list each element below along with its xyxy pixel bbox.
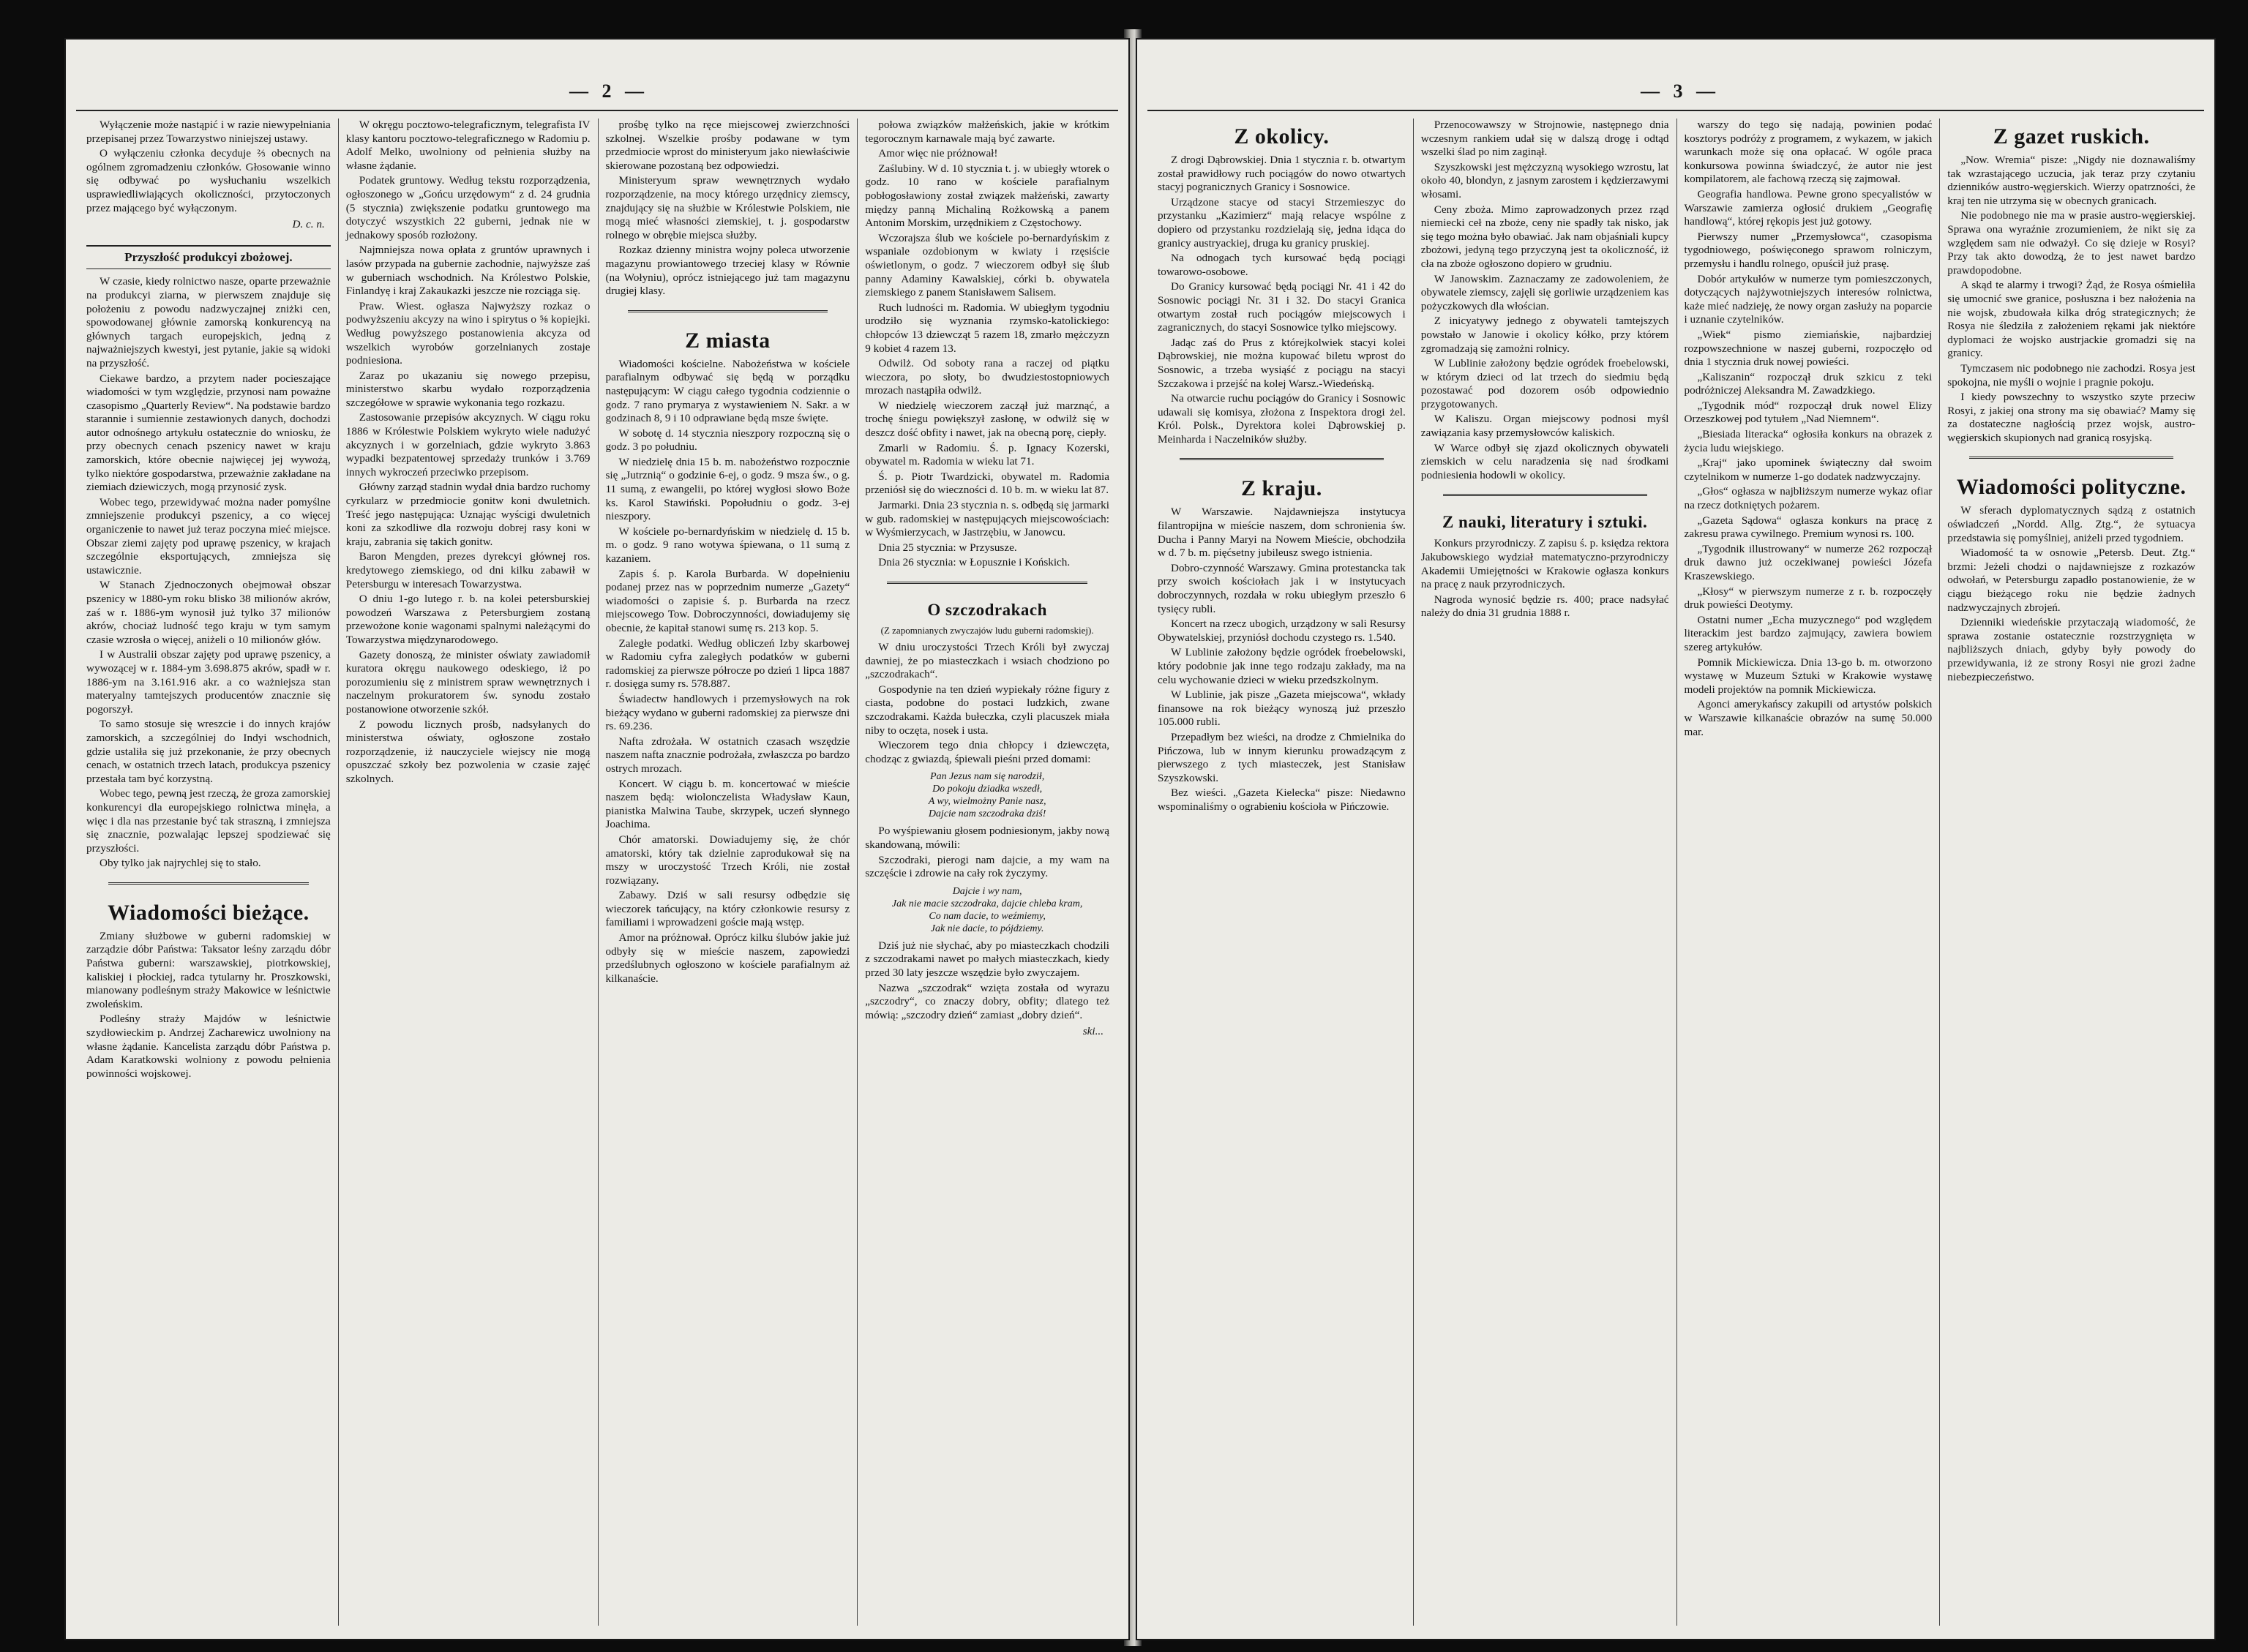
paragraph: Podleśny straży Majdów w leśnictwie szydłowieckim p. Andrzej Zacharewicz uwolniony na własne żądanie. Kancelista zarządu dóbr Państwa p. Adam Karatkowski wolniony z powodu pełnienia powinności wojskowej. xyxy=(86,1013,331,1080)
paragraph: W Janowskim. Zaznaczamy ze zadowoleniem, że obywatele ziemscy, zajęli się gorliwie urządzeniem kas pożyczkowych dla włościan. xyxy=(1420,272,1669,312)
verse-line: A wy, wielmożny Panie nasz, xyxy=(928,796,1046,808)
paragraph: Jadąc zaś do Prus z którejkolwiek stacyi kolei Dąbrowskiej, nie można kupować biletu wprost do Sosnowic, a trzeba wysiąść z pociągu na stacyi Szczakowa i przejść na kolej Warsz.-Wiedeńską. xyxy=(1158,336,1406,390)
paragraph: Dnia 25 stycznia: w Przysusze. xyxy=(878,541,1017,554)
paragraph: Do Granicy kursować będą pociągi Nr. 41 i 42 do Sosnowic pociągi Nr. 31 i 32. Do stacyi Granica otwartym został ruch pociągów miejscowych i zagranicznych, do stacyi Sosnowice tylko miejscowy. xyxy=(1158,280,1406,334)
verse-line: Jak nie macie szczodraka, dajcie chleba kram, xyxy=(891,898,1083,909)
paragraph: Koncert na rzecz ubogich, urządzony w sali Resursy Obywatelskiej, przyniósł dochodu czystego rs. 1.540. xyxy=(1158,617,1406,644)
paragraph: W czasie, kiedy rolnictwo nasze, oparte przeważnie na produkcyi ziarna, w pierwszem znajduje się położeniu z powodu nadzwyczajnej zniżki cen, spowodowanej głównie zamorską konkurencyą na głównych targach europejskich, jedną z najważniejszych kwestyi, jest pytanie, jakie są widoki na przyszłość. xyxy=(86,275,331,369)
paragraph: Dzienniki wiedeńskie przytaczają wiadomość, że sprawa zostanie ostatecznie rozstrzygnięta w najbliższych dniach, gdyby były powody do przewidywania, iż ze strony Rosyi nie grozi żadne niebezpieczeństwo. xyxy=(1947,616,2195,683)
column-4 xyxy=(858,119,1117,1626)
paragraph: Wyłączenie może nastąpić i w razie niewypełniania przepisanej przez Towarzystwo niniejszej ustawy. xyxy=(86,119,331,145)
paragraph: Nazwa „szczodrak“ wzięta została od wyrazu „szczodry“, co znaczy dobry, obfity; dlatego też mówią: „szczodry dzień“ zamiast „dobry dzień“. xyxy=(865,981,1109,1021)
paragraph: Ministeryum spraw wewnętrznych wydało rozporządzenie, na mocy którego urzędnicy ziemscy, znajdujący się na służbie w Królestwie Polskiem, nie mogą mieć własności ziemskiej, t. j. gospodarstw rolnego w obrębie miejsca służby. xyxy=(605,174,850,241)
column-grid xyxy=(1150,119,2203,1626)
paragraph: Po wyśpiewaniu głosem podniesionym, jakby nową skandowaną, mówili: xyxy=(865,825,1109,851)
paragraph: Pomnik Mickiewicza. Dnia 13-go b. m. otworzono wystawę w Muzeum Sztuki w Krakowie wystawę modeli projektów na pomnik Mickiewicza. xyxy=(1684,656,1933,696)
column-4 xyxy=(1940,119,2203,1626)
column-3 xyxy=(599,119,858,1626)
paragraph: „Tygodnik mód“ rozpoczął druk nowel Elizy Orzeszkowej pod tytułem „Nad Niemnem“. xyxy=(1684,399,1933,426)
paragraph: Jarmarki. Dnia 23 stycznia n. s. odbędą się jarmarki w gub. radomskiej w następujących miejscowościach: w Wyśmierzycach, w Jastrzębiu, w Janowcu. xyxy=(865,499,1109,539)
paragraph: W Lublinie założony będzie ogródek froebelowski, w którym dzieci od lat trzech do siedmiu będą pozostawać pod dozorem osób odpowiednio przygotowanych. xyxy=(1420,357,1669,410)
section-subnote: (Z zapomnianych zwyczajów ludu guberni radomskiej). xyxy=(880,625,1094,636)
verse-line: Jak nie dacie, to pójdziemy. xyxy=(930,923,1044,934)
paragraph: Szczodraki, pierogi nam dajcie, a my wam na szczęście i zdrowie na cały rok życzymy. xyxy=(865,853,1109,880)
paragraph: „Głos“ ogłasza w najbliższym numerze wykaz ofiar na rzecz dotkniętych pożarem. xyxy=(1684,485,1933,512)
page-number: — 3 — xyxy=(1641,80,1720,102)
page-number: — 2 — xyxy=(569,80,648,102)
paragraph: Ś. p. Piotr Twardzicki, obywatel m. Radomia przeniósł się do wieczności d. 10 b. m. w wieku lat 87. xyxy=(865,470,1109,497)
paragraph: Baron Mengden, prezes dyrekcyi głównej ros. kredytowego ziemskiego, od dni kilku zabawił w Petersburgu w interesach Towarzystwa. xyxy=(345,550,591,590)
paragraph: Konkurs przyrodniczy. Z zapisu ś. p. księdza rektora Jakubowskiego wydział matematyczno-przyrodniczy Akademii Umiejętności w Krakowie ogłasza konkurs na pracę z nauk przyrodniczych. xyxy=(1420,537,1669,591)
paragraph: W Warszawie. Najdawniejsza instytucya filantropijna w mieście naszem, dom schronienia św. Ducha i Panny Maryi na Nowem Mieście, obchodziła w d. 7 b. m. pięćsetny jubileusz swego istnienia. xyxy=(1158,506,1406,560)
paragraph: A skąd te alarmy i trwogi? Żąd, że Rosya ośmieliła się umocnić swe granice, posłuszna i bez nałożenia na nie wojsk, zbudowała kilka dróg strategicznych; że Rosya nie śledziła z założeniem rękami jak niektóre dyplomaci że wojsko austrjackie gromadzi się na granicy. xyxy=(1947,279,2195,360)
section-divider xyxy=(1969,457,2173,459)
verse-line: Do pokoju dziadka wszedł, xyxy=(932,784,1043,795)
paragraph: Dnia 26 stycznia: w Łopusznie i Końskich. xyxy=(878,556,1071,569)
paragraph: „Kaliszanin“ rozpoczął druk szkicu z teki podróżniczej Aleksandra M. Zawadzkiego. xyxy=(1684,370,1933,397)
paragraph: Nie podobnego nie ma w prasie austro-węgierskiej. Sprawa ona wyraźnie zrozumieniem, że nikt się za względem sam nie odważył. Co się dzieje w Rosyi? Przy tak akto dowodzą, że to jest nawet bardzo prawdopodobne. xyxy=(1947,209,2195,277)
section-heading: Z nauki, literatury i sztuki. xyxy=(1442,513,1648,532)
verse-line: Co nam dacie, to weźmiemy, xyxy=(929,910,1046,922)
column-1 xyxy=(79,119,339,1626)
paragraph: Najmniejsza nowa opłata z gruntów uprawnych i lasów przypada na gubernie zachodnie, najwyższe zaś w guberniach wschodnich. Na Królestwo Polskie, Finlandyę i kraj Zakaukazki jeszcze nie rozciąga się. xyxy=(345,244,591,298)
verse xyxy=(865,885,1109,935)
paragraph: Wieczorem tego dnia chłopcy i dziewczęta, chodząc z gwiazdą, śpiewali pieśni przed domami: xyxy=(865,739,1109,765)
paragraph: Odwilż. Od soboty rana a raczej od piątku wieczora, po słoty, bo dwudziestostopniowych mrozach nastąpiła odwilż. xyxy=(865,357,1109,397)
paragraph: Wobec tego, przewidywać można nader pomyślne zmniejszenie produkcyi pszenicy, a co więcej organiczenie to nawet już teraz poczyna mieć miejsce. Obszar ziemi zajęty pod uprawę pszenicy, w krajach szczególnie eksportujących, zmniejsza się ustawicznie. xyxy=(86,495,331,577)
section-divider xyxy=(887,582,1087,584)
paragraph: Koncert. W ciągu b. m. koncertować w mieście naszem będą: wiolonczelista Władysław Kaun, pianistka Malwina Taube, skrzypek, uczeń słynnego Joachima. xyxy=(605,777,850,831)
paragraph: To samo stosuje się wreszcie i do innych krajów zamorskich, a szczególniej do Indyi wschodnich, gdzie ustaliła się już przekonanie, że przy obecnych cenach, w ostatnich trzech latach, produkcya pszenicy przestała tam być korzystną. xyxy=(86,718,331,785)
paragraph: Wiadomości kościelne. Nabożeństwa w kościele parafialnym odbywać się będą w porządku następującym: W ciągu całego tygodnia codziennie o godz. 7 rano prymarya z wystawieniem N. Sakr. a w godzinach 8, 9 i 10 odprawiane będą msze święte. xyxy=(605,357,850,425)
paragraph: Ciekawe bardzo, a przytem nader pocieszające wiadomości w tym względzie, przynosi nam poważne czasopismo „Quarterly Review“. Na podstawie bardzo starannie i sumiennie zestawionych danych, dochodzi autor odnośnego artykułu ostatecznie do wniosku, że przy obecnych cenach pszenicy nawet w kraju zamorskich, które obecnie najwięcej jej wywożą, tylko niektóre gospodarstwa, przeważnie zakładane na ziemiach dziewiczych, mogą przynosić zysk. xyxy=(86,372,331,494)
paragraph: W Warce odbył się zjazd okolicznych obywateli ziemskich w celu naradzenia się nad środkami podniesienia hodowli w okolicy. xyxy=(1420,441,1669,481)
section-divider xyxy=(1180,458,1384,460)
paragraph: W dniu uroczystości Trzech Króli był zwyczaj dawniej, że po miasteczkach i wsiach chodziono po „szczodrakach“. xyxy=(865,641,1109,681)
paragraph: I kiedy powszechny to wszystko szyte przeciw Rosyi, z jakiej ona strony ma się obawiać? Mamy się za dostateczne nagłością przez wojsk, austro-węgierskich skupionych nad granicą rosyjską. xyxy=(1947,391,2195,444)
paragraph: Chór amatorski. Dowiadujemy się, że chór amatorski, który tak dzielnie zaprodukował się na mszy w uroczystość Trzech Króli, nie został rozwiązany. xyxy=(605,833,850,887)
paragraph: Ostatni numer „Echa muzycznego“ pod względem literackim jest bardzo zajmujący, zawiera bowiem szereg artykułów. xyxy=(1684,613,1933,653)
paragraph: Świadectw handlowych i przemysłowych na rok bieżący wydano w guberni radomskiej za pierwsze dni rs. 69.236. xyxy=(605,692,850,733)
section-heading: O szczodrakach xyxy=(927,601,1047,619)
signature: D. c. n. xyxy=(292,218,325,231)
header-rule xyxy=(1147,110,2204,111)
paragraph: Na otwarcie ruchu pociągów do Granicy i Sosnowic udawali się komisya, złożona z Inspektora drogi żel. Król. Polsk., Dyrektora kolei Dąbrowskiej p. Meinharda i Naczelników służby. xyxy=(1158,392,1406,446)
paragraph: Na odnogach tych kursować będą pociągi towarowo-osobowe. xyxy=(1158,252,1406,278)
column-2 xyxy=(339,119,599,1626)
paragraph: „Gazeta Sądowa“ ogłasza konkurs na pracę z zakresu prawa cywilnego. Premium wynosi rs. 100. xyxy=(1684,514,1933,541)
signature: ski... xyxy=(1082,1025,1104,1038)
paragraph: „Kraj“ jako upominek świąteczny dał swoim czytelnikom w numerze 1-go dodatek nadzwyczajny. xyxy=(1684,457,1933,483)
paragraph: Zaślubiny. W d. 10 stycznia t. j. w ubiegły wtorek o godz. 10 rano w kościele parafialnym pobłogosławiony został związek małżeński, zawarty między panną Michaliną Rożkowską a panem Antonim Morskim, urzędnikiem z Częstochowy. xyxy=(865,162,1109,230)
paragraph: Szyszkowski jest mężczyzną wysokiego wzrostu, lat około 40, blondyn, z jasnym zarostem i kędzierzawymi włosami. xyxy=(1420,160,1669,200)
paragraph: W Kaliszu. Organ miejscowy podnosi myśl zawiązania kasy przemysłowców kaliskich. xyxy=(1420,413,1669,440)
paragraph: prośbę tylko na ręce miejscowej zwierzchności szkolnej. Wszelkie prośby podawane w tym przedmiocie wprost do ministeryum jako niewłaściwie skierowane pozostaną bez odpowiedzi. xyxy=(605,119,850,172)
paragraph: Z drogi Dąbrowskiej. Dnia 1 stycznia r. b. otwartym został prawidłowy ruch pociągów do nowo otwartych stacyj pogranicznych Granicy i Sosnowice. xyxy=(1158,154,1406,194)
paragraph: O dniu 1-go lutego r. b. na kolei petersburskiej powodzeń Warszawa z Petersburgiem zostaną przewożone konie wagonami spalnymi należącymi do Towarzystwa międzynarodowego. xyxy=(345,593,591,646)
section-heading: Wiadomości polityczne. xyxy=(1956,475,2187,500)
paragraph: Wiadomość ta w osnowie „Petersb. Deut. Ztg.“ brzmi: Jeżeli chodzi o najdawniejsze z rozkazów odwołań, w Petersburgu zapadło postanowienie, że w ciągu bieżącego roku nie będzie żadnych nadzwyczajnych zbrojeń. xyxy=(1947,547,2195,614)
section-heading: Z miasta xyxy=(685,328,771,353)
section-heading: Wiadomości bieżące. xyxy=(108,900,310,925)
paragraph: Dziś już nie słychać, aby po miasteczkach chodzili z szczodrakami nawet po małych miasteczkach, kiedy przed 30 laty jeszcze wszędzie było zwyczajem. xyxy=(865,939,1109,979)
paragraph: Zmiany służbowe w guberni radomskiej w zarządzie dóbr Państwa: Taksator leśny zarządu dóbr Państwa guberni: warszawskiej, piotrkowskiej, kaliskiej i płockiej, radca tytularny hr. Proszkowski, mianowany podleśnym straży Makowice w leśnictwie zwoleńskim. xyxy=(86,929,331,1010)
column-3 xyxy=(1677,119,1941,1626)
newspaper-page-right xyxy=(1136,38,2216,1640)
paragraph: Dobro-czynność Warszawy. Gmina protestancka tak przy swoich kościołach jak i w instytucyach dobroczynnych, rozdała w roku ubiegłym przeszło 6 tysięcy rubli. xyxy=(1158,561,1406,615)
paragraph: Z powodu licznych prośb, nadsyłanych do ministerstwa oświaty, ogłoszone zostało rozporządzenie, iż nauczyciele wiejscy nie mogą opuszczać szkoły bez pozwolenia w czasie zajęć szkolnych. xyxy=(345,718,591,785)
paragraph: Główny zarząd stadnin wydał dnia bardzo ruchomy cyrkularz w przedmiocie gonitw koni dwuletnich. Treść jego następująca: Uznając wyścigi dwuletnich koni za szkodliwe dla rozwoju dobrej rasy koni w kraju, zabrania się takich gonitw. xyxy=(345,481,591,548)
paragraph: Wczorajsza ślub we kościele po-bernardyńskim z wspaniale ozdobionym w kwiaty i rzęsiście oświetlonym, o godz. 7 wieczorem odbył się ślub panny Adaminy Kawalskiej, córki b. obywatela ziemskiego z panem Stanisławem Salisem. xyxy=(865,231,1109,299)
column-1 xyxy=(1150,119,1414,1626)
paragraph: W sferach dyplomatycznych sądzą z ostatnich oświadczeń „Nordd. Allg. Ztg.“, że sytuacya przedstawia się pomyślniej, aniżeli przed tygodniem. xyxy=(1947,504,2195,544)
paragraph: „Now. Wremia“ pisze: „Nigdy nie doznawaliśmy tak wzrastającego uczucia, jak teraz przy czytaniu dzienników austro-węgierskich. Wierzy opatrzności, że kraj ten nie utrzyma się w obecnych granicach. xyxy=(1947,154,2195,207)
paragraph: W Lublinie założony będzie ogródek froebelowski, który podobnie jak inne tego rodzaju zakłady, ma na celu wychowanie dzieci w wieku przedszkolnym. xyxy=(1158,646,1406,686)
paragraph: Tymczasem nic podobnego nie zachodzi. Rosya jest spokojna, nie myśli o wojnie i pragnie pokoju. xyxy=(1947,361,2195,388)
section-divider xyxy=(628,310,828,312)
paragraph: I w Australii obszar zajęty pod uprawę pszenicy, a wywozącej w r. 1884-ym 3.698.875 akrów, spadł w r. 1886-ym na 3.161.916 akr. a co ważniejsza stan materyalny tamtejszych producentów znacznie się pogorszył. xyxy=(86,648,331,716)
paragraph: Zabawy. Dziś w sali resursy odbędzie się wieczorek tańcujący, na który członkowie resursy z familiami i wprowadzeni goście mają wstęp. xyxy=(605,889,850,929)
newspaper-page-left xyxy=(64,38,1130,1640)
paragraph: Z inicyatywy jednego z obywateli tamtejszych powstało w Janowie i okolicy kółko, przy którem zgromadzają się zamożni rolnicy. xyxy=(1420,315,1669,355)
paragraph: Urządzone stacye od stacyi Strzemieszyc do przystanku „Kazimierz“ mają relacye wspólne z dopiero od przystanku rozdzielają się, jedna idąca do granicy austryackiej, druga ku granicy pruskiej. xyxy=(1158,195,1406,249)
paragraph: „Wiek“ pismo ziemiańskie, najbardziej rozpowszechnione w naszej guberni, rozpoczęło od dnia 1 stycznia druk nowej powieści. xyxy=(1684,328,1933,369)
paragraph: Ceny zboża. Mimo zaprowadzonych przez rząd niemiecki ceł na zboże, ceny nie spadły tak nisko, jak się tego można było obawiać. Jak nam objaśniali kupcy zbożowi, jedyną tego przyczyną jest ta okoliczność, iż cła na zboże ogłoszono dopiero w grudniu. xyxy=(1420,203,1669,270)
paragraph: W okręgu pocztowo-telegraficznym, telegrafista IV klasy kantoru pocztowo-telegraficznego w Radomiu p. Adolf Melko, uwolniony od pełnienia służby na własne żądanie. xyxy=(345,119,591,172)
paragraph: W Stanach Zjednoczonych obejmował obszar pszenicy w 1880-ym roku blisko 38 milionów akrów, zaś w r. 1886-ym wynosił już tylko 37 milionów akrów, chociaż ludność tego kraju w tym samym czasie wzrosła o więcej, aniżeli o 10 milionów głów. xyxy=(86,579,331,646)
paragraph: „Tygodnik illustrowany“ w numerze 262 rozpoczął druk dawno już oczekiwanej powieści Józefa Kraszewskiego. xyxy=(1684,542,1933,582)
paragraph: połowa związków małżeńskich, jakie w krótkim tegorocznym karnawale mają być zawarte. xyxy=(865,119,1109,145)
paragraph: Amor na próżnował. Oprócz kilku ślubów jakie już odbyły się w mieście naszem, zapowiedzi przedślubnych ogłoszono w kościele parafialnym aż kilkanaście. xyxy=(605,931,850,985)
paragraph: warszy do tego się nadają, powinien podać kosztorys podróży z programem, z wykazem, w jakich warunkach może się ona opłacać. W ogóle praca konkursowa powinna świadczyć, że autor nie jest kompilatorem, ale fachową rzeczą się zajmował. xyxy=(1684,119,1933,186)
section-divider xyxy=(108,882,309,885)
section-heading: Z gazet ruskich. xyxy=(1993,124,2150,149)
paragraph: Praw. Wiest. ogłasza Najwyższy rozkaz o podwyższeniu akcyzy na wino i spirytus o ⅝ kopiejki. Według powyższego postanowienia akcyza od wszelkich wyrobów gorzelnianych zostaje podniesiona. xyxy=(345,299,591,367)
paragraph: W kościele po-bernardyńskim w niedzielę d. 15 b. m. o godz. 9 rano wotywa śpiewana, o 11 sumą z kazaniem. xyxy=(605,525,850,566)
paragraph: „Kłosy“ w pierwszym numerze z r. b. rozpoczęły druk powieści Deotymy. xyxy=(1684,585,1933,612)
paragraph: Agonci amerykańscy zakupili od artystów polskich w Warszawie kilkanaście obrazów na sumę 50.000 mar. xyxy=(1684,698,1933,738)
paragraph: Amor więc nie próżnował! xyxy=(878,147,998,160)
paragraph: O wyłączeniu członka decyduje ⅔ obecnych na ogólnem zgromadzeniu członków. Głosowanie winno się odbywać po wysłuchaniu wszelkich usprawiedliwiających okoliczności, przytoczonych przez mającego być wyłączonym. xyxy=(86,147,331,214)
section-heading: Z kraju. xyxy=(1241,476,1322,501)
paragraph: Bez wieści. „Gazeta Kielecka“ pisze: Niedawno wspominaliśmy o ograbieniu kościoła w Pińczowie. xyxy=(1158,786,1406,813)
paragraph: W sobotę d. 14 stycznia nieszpory rozpoczną się o godz. 3 po południu. xyxy=(605,427,850,454)
paragraph: Podatek gruntowy. Według tekstu rozporządzenia, ogłoszonego w „Gońcu urzędowym“ z d. 24 grudnia (5 stycznia) zwiększenie podatku gruntowego ma dotyczyć wszystkich 22 guberni, jednak nie w jednakowy sposób rozłożony. xyxy=(345,174,591,241)
paragraph: Nagroda wynosić będzie rs. 400; prace nadsyłać należy do dnia 31 grudnia 1888 r. xyxy=(1420,593,1669,620)
paragraph: „Biesiada literacka“ ogłosiła konkurs na obrazek z życia ludu wiejskiego. xyxy=(1684,428,1933,454)
paragraph: Przenocowawszy w Strojnowie, następnego dnia wczesnym rankiem udał się w dalszą drogę i odtąd wszelki ślad po nim zaginął. xyxy=(1420,119,1669,159)
paragraph: Pierwszy numer „Przemysłowca“, czasopisma tygodniowego, poświęconego sprawom rolniczym, przemysłu i handlu rolnego, opuścił już prasę. xyxy=(1684,230,1933,270)
paragraph: Zaległe podatki. Według obliczeń Izby skarbowej w Radomiu cyfra zaległych podatków w guberni radomskiej za pierwsze półrocze po dzień 1 lipca 1887 r. dosięga sumy rs. 578.887. xyxy=(605,637,850,691)
paragraph: Dobór artykułów w numerze tym pomieszczonych, dotyczących najżywotniejszych interesów rolnictwa, każe mieć nadzieję, że nowy organ zasłuży na poparcie i uznanie czytelników. xyxy=(1684,272,1933,326)
paragraph: Zaraz po ukazaniu się nowego przepisu, ministerstwo skarbu wydało rozporządzenia szczegółowe w sprawie wykonania tego rozkazu. xyxy=(345,369,591,409)
verse-line: Pan Jezus nam się narodził, xyxy=(930,771,1045,783)
paragraph: Oby tylko jak najrychlej się to stało. xyxy=(100,857,261,870)
paragraph: Zapis ś. p. Karola Burbarda. W dopełnieniu podanej przez nas w poprzednim numerze „Gazety“ wiadomości o zapisie ś. p. Burbarda na rzecz miejscowego Tow. Dobroczynności, dowiadujemy się obecnie, że kapitał stanowi sumę rs. 213 kop. 5. xyxy=(605,567,850,634)
paragraph: W niedzielę wieczorem zaczął już marznąć, a trochę śniegu powiększył zasłonę, w odwilż się w deszcz dość obfity i nawet, jak na obecną porę, ciepły. xyxy=(865,399,1109,440)
article-heading: Przyszłość produkcyi zbożowej. xyxy=(86,245,331,270)
paragraph: W Lublinie, jak pisze „Gazeta miejscowa“, wkłady finansowe na rok bieżący wynoszą już przeszło 105.000 rubli. xyxy=(1158,688,1406,729)
verse xyxy=(865,770,1109,820)
paragraph: Zastosowanie przepisów akcyznych. W ciągu roku 1886 w Królestwie Polskiem wykryto wiele nadużyć akcyznych i w gorzelniach, gdzie wykryto 3.863 wypadki bezpatentowej sprzedaży trunków i 3.769 innych wykroczeń przeciwko przepisom. xyxy=(345,411,591,478)
verse-line: Dajcie i wy nam, xyxy=(952,885,1022,897)
paragraph: Wobec tego, pewną jest rzeczą, że groza zamorskiej konkurencyi dla europejskiego rolnictwa minęła, a więc i dla nas przestanie być tak straszną, i zmniejsza się znacznie, pozwalając lepszej spodziewać się przyszłości. xyxy=(86,787,331,855)
verse-line: Dajcie nam szczodraka dziś! xyxy=(928,808,1046,820)
paragraph: Przepadłym bez wieści, na drodze z Chmielnika do Pińczowa, lub w innym kierunku prowadzącym z pierwszego z tych miasteczek, jest Stanisław Szyszkowski. xyxy=(1158,730,1406,784)
paragraph: Ruch ludności m. Radomia. W ubiegłym tygodniu urodziło się wyznania rzymsko-katolickiego: chłopców 13 dziewcząt 5 razem 18, zmarło mężczyzn 9 kobiet 4 razem 13. xyxy=(865,301,1109,355)
paragraph: Geografia handlowa. Pewne grono specyalistów w Warszawie zamierza ogłosić drukiem „Geografię handlową“, której rękopis jest już gotowy. xyxy=(1684,187,1933,228)
paragraph: Nafta zdrożała. W ostatnich czasach wszędzie naszem nafta znacznie podrożała, zwłaszcza po bardzo ostrych mrozach. xyxy=(605,735,850,775)
paragraph: W niedzielę dnia 15 b. m. nabożeństwo rozpocznie się „Jutrznią“ o godzinie 6-ej, o godz. 9 msza św., o g. 11 sumą, z ewangelii, po której wygłosi słowo Boże ks. Karol Stawiński. Popołudniu o godz. 3-ej nieszpory. xyxy=(605,455,850,523)
section-heading: Z okolicy. xyxy=(1234,124,1330,149)
paragraph: Gazety donoszą, że minister oświaty zawiadomił kuratora okręgu naukowego odeskiego, iż po porozumieniu się z ministrem spraw wewnętrznych i naczelnym prokuratorem św. synodu zostało postanowione otworzenie szkół. xyxy=(345,648,591,716)
paragraph: Rozkaz dzienny ministra wojny poleca utworzenie magazynu prowiantowego trzeciej klasy w Równie (na Wołyniu), oprócz istniejącego już tam magazynu drugiej klasy. xyxy=(605,244,850,298)
column-grid xyxy=(79,119,1117,1626)
paragraph: Gospodynie na ten dzień wypiekały różne figury z ciasta, podobne do postaci ludzkich, zwane szczodrakami. Każda bułeczka, czyli placuszek miała niby to oczęta, nosek i usta. xyxy=(865,683,1109,737)
header-rule xyxy=(76,110,1118,111)
column-2 xyxy=(1414,119,1677,1626)
paragraph: Zmarli w Radomiu. Ś. p. Ignacy Kozerski, obywatel m. Radomia w wieku lat 71. xyxy=(865,441,1109,468)
section-divider xyxy=(1443,494,1647,496)
